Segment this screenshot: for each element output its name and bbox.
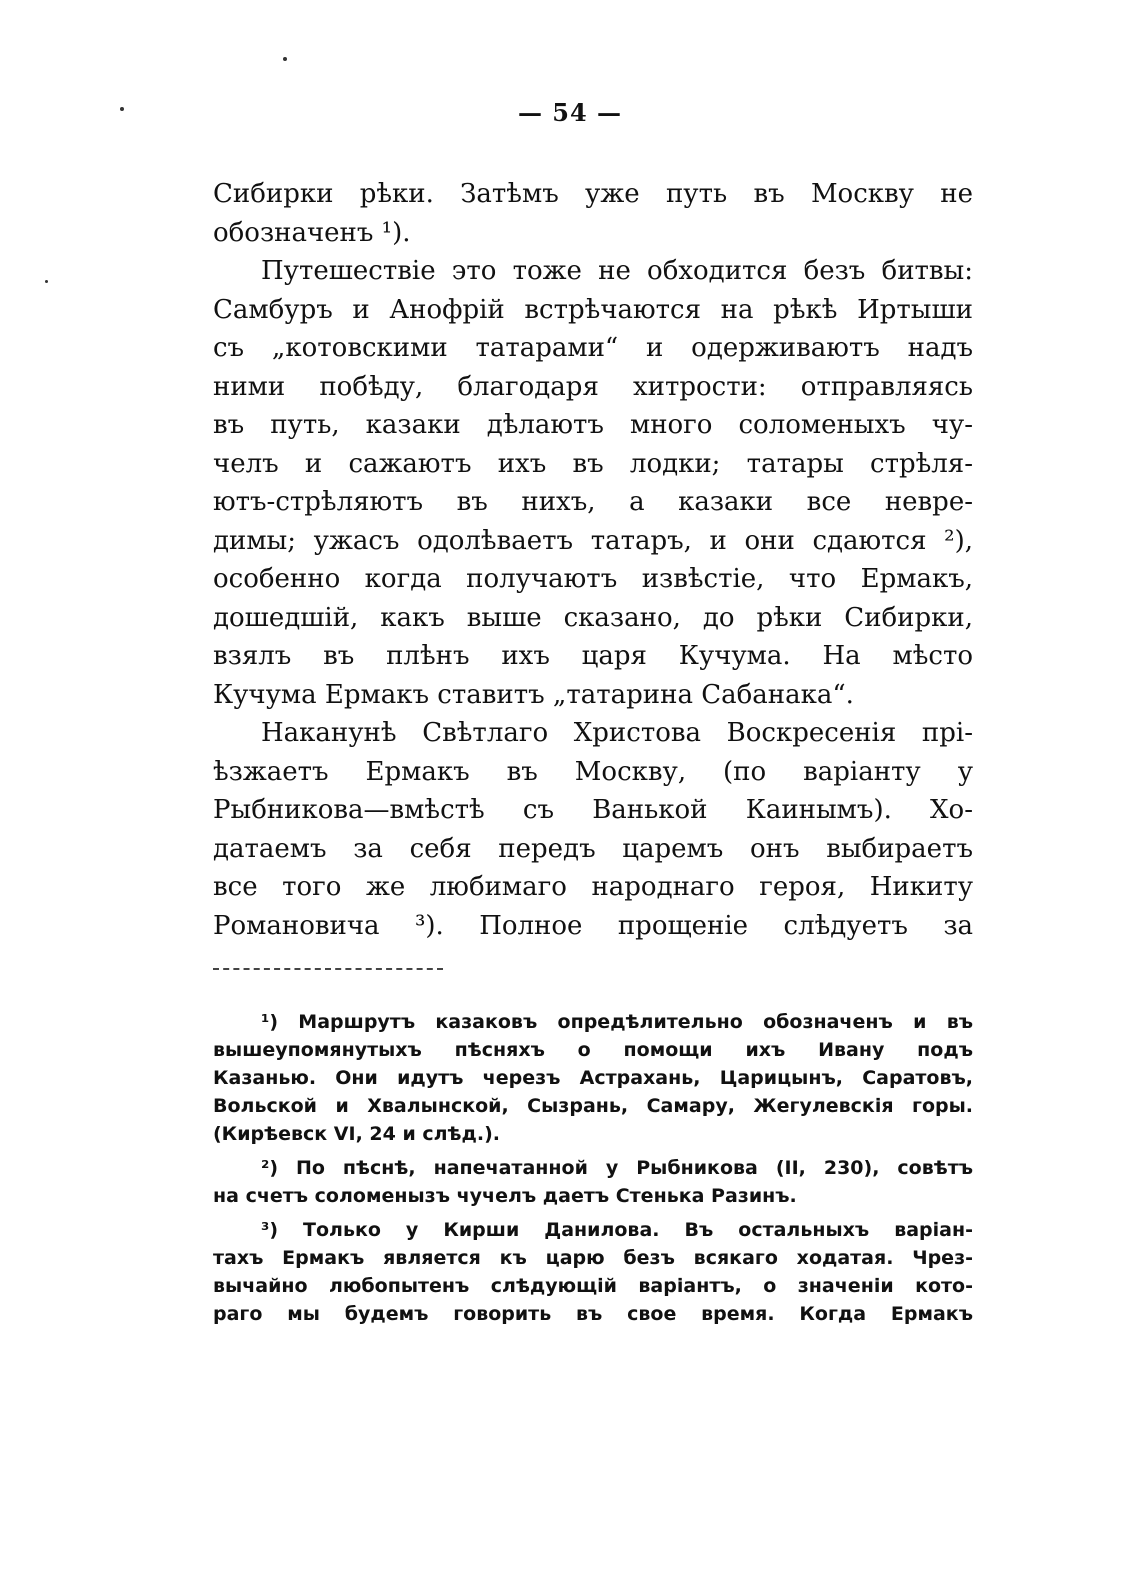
text-line: датаемъ за себя передъ царемъ онъ выбираетъ bbox=[213, 833, 973, 864]
footnote-line: ²) По пѣснѣ, напечатанной у Рыбникова (II, 230), совѣтъ bbox=[261, 1157, 973, 1179]
footnote-line: ¹) Маршрутъ казаковъ опредѣлительно обозначенъ и въ bbox=[261, 1011, 973, 1033]
footnote-divider bbox=[213, 968, 443, 970]
footnote-line: тахъ Ермакъ является къ царю безъ всякаго ходатая. Чрез- bbox=[213, 1247, 973, 1269]
footnote-line: ³) Только у Кирши Данилова. Въ остальныхъ варіан- bbox=[261, 1219, 973, 1241]
footnote-line: вычайно любопытенъ слѣдующій варіантъ, о значеніи кото- bbox=[213, 1275, 973, 1297]
text-line: Сибирки рѣки. Затѣмъ уже путь въ Москву не bbox=[213, 179, 973, 209]
text-line: ѣзжаетъ Ермакъ въ Москву, (по варіанту у bbox=[213, 756, 973, 787]
text-line: дошедшій, какъ выше сказано, до рѣки Сибирки, bbox=[213, 602, 973, 633]
footnote-line: вышеупомянутыхъ пѣсняхъ о помощи ихъ Ивану подъ bbox=[213, 1039, 973, 1061]
footnote-line: раго мы будемъ говорить въ свое время. Когда Ермакъ bbox=[213, 1303, 973, 1325]
text-line: съ „котовскими татарами“ и одерживаютъ надъ bbox=[213, 333, 973, 363]
footnote-line: Вольской и Хвалынской, Сызрань, Самару, Жегулевскія горы. bbox=[213, 1095, 973, 1117]
print-speck bbox=[283, 57, 287, 61]
text-line: обозначенъ ¹). bbox=[213, 217, 411, 248]
footnote-line: (Кирѣевск VI, 24 и слѣд.). bbox=[213, 1123, 501, 1145]
text-line: ютъ-стрѣляютъ въ нихъ, а казаки все невре- bbox=[213, 487, 973, 517]
footnote-line: на счетъ соломенызъ чучелъ даетъ Стенька Разинъ. bbox=[213, 1185, 797, 1207]
text-line: димы; ужасъ одолѣваетъ татаръ, и они сдаются ²), bbox=[213, 525, 973, 556]
text-line: Романовича ³). Полное прощеніе слѣдуетъ за bbox=[213, 910, 973, 941]
text-line: все того же любимаго народнаго героя, Никиту bbox=[213, 872, 973, 902]
text-line: Путешествіе это тоже не обходится безъ битвы: bbox=[261, 256, 973, 286]
text-line: Кучума Ермакъ ставитъ „татарина Сабанака“. bbox=[213, 679, 854, 710]
print-speck bbox=[45, 280, 48, 283]
footnotes bbox=[213, 1008, 973, 1328]
text-line: Наканунѣ Свѣтлаго Христова Воскресенія прі- bbox=[261, 718, 973, 748]
text-line: ними побѣду, благодаря хитрости: отправляясь bbox=[213, 371, 973, 402]
text-line: Рыбникова—вмѣстѣ съ Ванькой Каинымъ). Хо- bbox=[213, 795, 973, 825]
text-line: особенно когда получаютъ извѣстіе, что Ермакъ, bbox=[213, 564, 973, 594]
text-line: въ путь, казаки дѣлаютъ много соломеныхъ чу- bbox=[213, 410, 973, 440]
footnote-line: Казанью. Они идутъ черезъ Астрахань, Царицынъ, Саратовъ, bbox=[213, 1067, 973, 1089]
main-text bbox=[213, 175, 973, 945]
page-number: — 54 — bbox=[517, 98, 623, 127]
text-line: взялъ въ плѣнъ ихъ царя Кучума. На мѣсто bbox=[213, 641, 973, 671]
text-line: челъ и сажаютъ ихъ въ лодки; татары стрѣля- bbox=[213, 448, 973, 479]
text-line: Самбуръ и Анофрій встрѣчаются на рѣкѣ Иртыши bbox=[213, 294, 973, 325]
